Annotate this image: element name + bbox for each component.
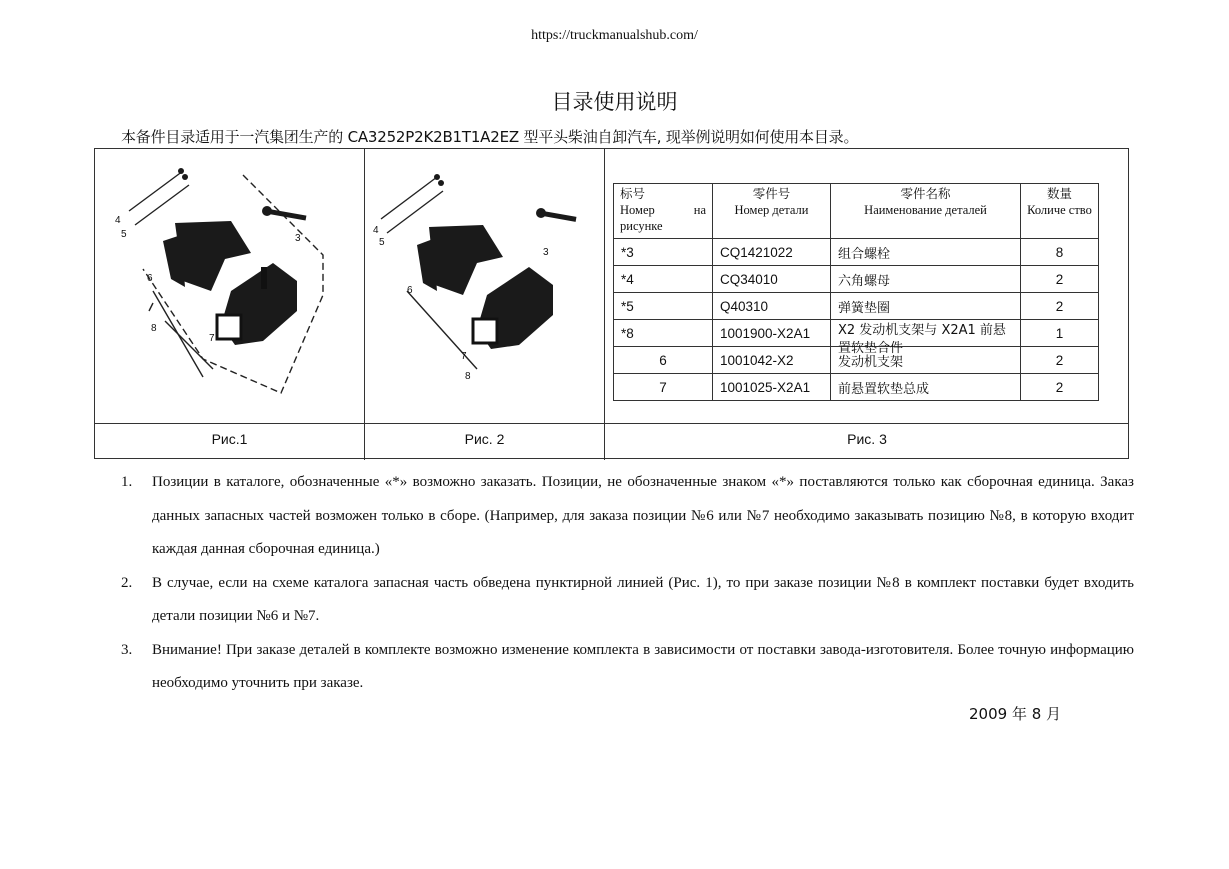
usage-notes xyxy=(121,466,1134,701)
fig2-label-8: 8 xyxy=(465,371,471,382)
fig1-label-8: 8 xyxy=(151,323,157,334)
caption-divider xyxy=(95,423,1128,424)
fig1-label-3: 3 xyxy=(295,233,301,244)
header-part-no: 零件号 Номер детали xyxy=(713,184,831,239)
note-item: 2. В случае, если на схеме каталога запасная часть обведена пунктирной линией (Рис. 1), то при заказе позиции №8 в комплект поставки будет входить детали позиции №6 и №7. xyxy=(121,574,1134,624)
table-row: 7 1001025-X2A1 前悬置软垫总成 2 xyxy=(614,374,1099,401)
divider-2 xyxy=(604,149,605,460)
header-name: 零件名称 Наименование деталей xyxy=(831,184,1021,239)
parts-table xyxy=(613,183,1099,401)
figure-1-diagram xyxy=(113,163,348,403)
fig1-label-6: 6 xyxy=(147,273,153,284)
table-row: *3 CQ1421022 组合螺栓 8 xyxy=(614,239,1099,266)
fig2-label-5: 5 xyxy=(379,237,385,248)
note-item: 3. Внимание! При заказе деталей в комплекте возможно изменение комплекта в зависимости от поставки завода-изготовителя. Более точную информацию необходимо уточнить при заказе. xyxy=(121,641,1134,691)
fig2-label-7: 7 xyxy=(461,351,467,362)
caption-fig-3: Рис. 3 xyxy=(847,431,887,447)
table-row: *8 1001900-X2A1 X2 发动机支架与 X2A1 前悬置软垫合件 1 xyxy=(614,320,1099,347)
parts-table-header xyxy=(614,184,1099,239)
fig2-label-4: 4 xyxy=(373,225,379,236)
document-date: 2009 年 8 月 xyxy=(969,705,1062,723)
fig2-label-3: 3 xyxy=(543,247,549,258)
divider-1 xyxy=(364,149,365,460)
fig1-label-4: 4 xyxy=(115,215,121,226)
header-qty: 数量 Количе ство xyxy=(1021,184,1099,239)
caption-fig-2: Рис. 2 xyxy=(464,431,505,447)
intro-text: 本备件目录适用于一汽集团生产的 CA3252P2K2B1T1A2EZ 型平头柴油自卸汽车, 现举例说明如何使用本目录。 xyxy=(121,128,859,146)
page-title: 目录使用说明 xyxy=(551,90,678,114)
fig1-label-5: 5 xyxy=(121,229,127,240)
figure-2-diagram xyxy=(367,163,599,403)
table-row: *4 CQ34010 六角螺母 2 xyxy=(614,266,1099,293)
note-item: 1. Позиции в каталоге, обозначенные «*» возможно заказать. Позиции, не обозначенные знаком «*» поставляются только как сборочная единица. Заказ данных запасных частей возможен только в сборе. (Например, для заказа позиции №6 или №7 необходимо заказывать позицию №8, в которую входит каждая данная сборочная единица.) xyxy=(121,474,1134,557)
source-url[interactable]: https://truckmanualshub.com/ xyxy=(531,28,698,43)
figure-frame xyxy=(94,148,1129,459)
header-ref: 标号 Номер на рисунке xyxy=(614,184,713,239)
name-cell-clipped: X2 发动机支架与 X2A1 前悬置软垫合件 xyxy=(838,323,1006,356)
table-row: 6 1001042-X2 发动机支架 2 xyxy=(614,347,1099,374)
fig2-label-6: 6 xyxy=(407,285,413,296)
table-row: *5 Q40310 弹簧垫圈 2 xyxy=(614,293,1099,320)
fig1-label-7: 7 xyxy=(209,333,215,344)
caption-fig-1: Рис.1 xyxy=(211,431,248,447)
